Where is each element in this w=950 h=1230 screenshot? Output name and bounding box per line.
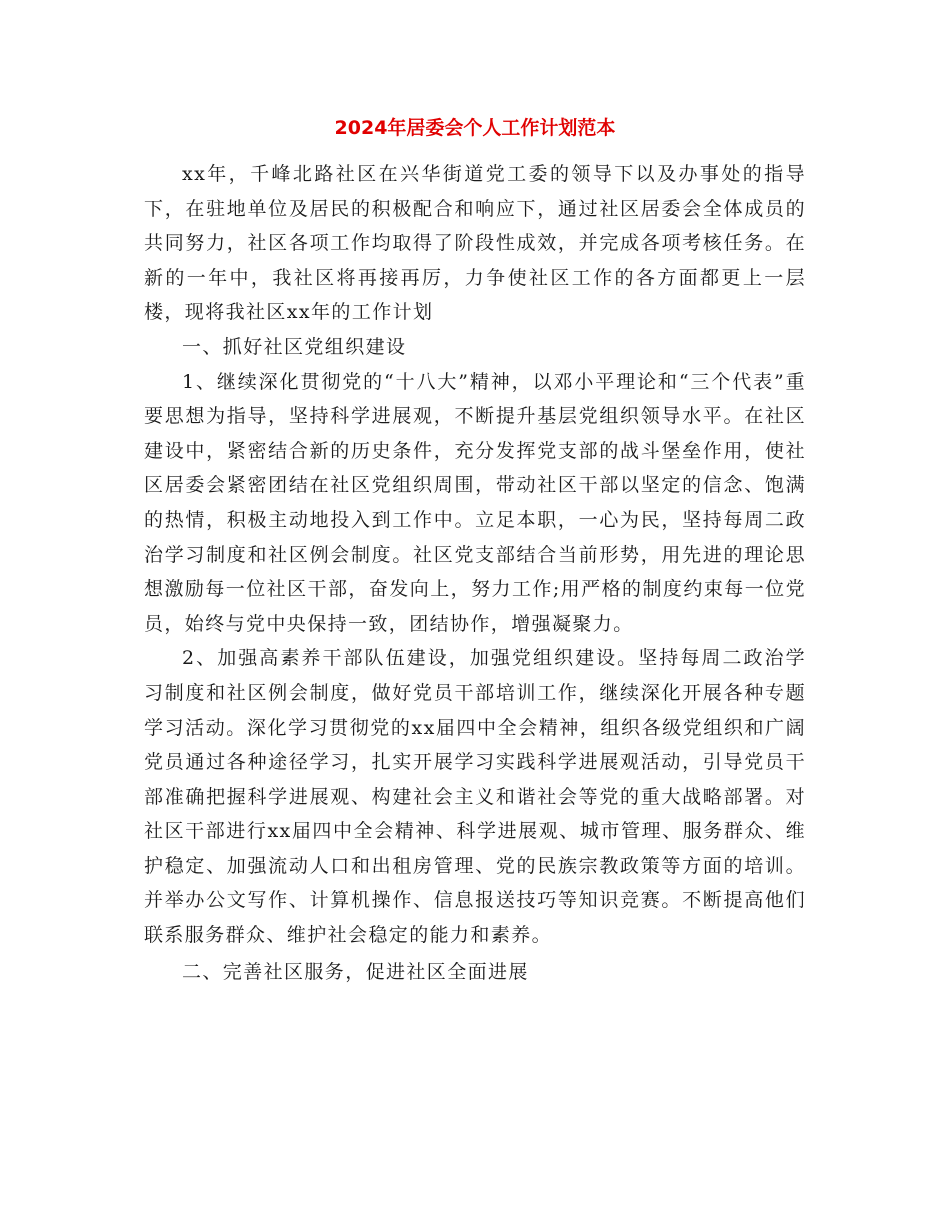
section1-paragraph-2: 2、加强高素养干部队伍建设，加强党组织建设。坚持每周二政治学习制度和社区例会制度，做好党员干部培训工作，继续深化开展各种专题学习活动。深化学习贯彻党的xx届四中全会精神，组织各级党组织和广阔党员通过各种途径学习，扎实开展学习实践科学进展观活动，引导党员干部准确把握科学进展观、构建社会主义和谐社会等党的重大战略部署。对社区干部进行xx届四中全会精神、科学进展观、城市管理、服务群众、维护稳定、加强流动人口和出租房管理、党的民族宗教政策等方面的培训。并举办公文写作、计算机操作、信息报送技巧等知识竞赛。不断提高他们联系服务群众、维护社会稳定的能力和素养。: [144, 647, 806, 947]
section1-paragraph-1: 1、继续深化贯彻党的“十八大”精神，以邓小平理论和“三个代表”重要思想为指导，坚持科学进展观，不断提升基层党组织领导水平。在社区建设中，紧密结合新的历史条件，充分发挥党支部的战斗堡垒作用，使社区居委会紧密团结在社区党组织周围，带动社区干部以坚定的信念、饱满的热情，积极主动地投入到工作中。立足本职，一心为民，坚持每周二政治学习制度和社区例会制度。社区党支部结合当前形势，用先进的理论思想激励每一位社区干部，奋发向上，努力工作;用严格的制度约束每一位党员，始终与党中央保持一致，团结协作，增强凝聚力。: [144, 370, 806, 635]
intro-paragraph: xx年，千峰北路社区在兴华街道党工委的领导下以及办事处的指导下，在驻地单位及居民的积极配合和响应下，通过社区居委会全体成员的共同努力，社区各项工作均取得了阶段性成效，并完成各项考核任务。在新的一年中，我社区将再接再厉，力争使社区工作的各方面都更上一层楼，现将我社区xx年的工作计划: [144, 163, 806, 324]
section-heading-1: 一、抓好社区党组织建设: [182, 335, 407, 358]
document-title: 2024年居委会个人工作计划范本: [334, 117, 616, 139]
document-body: [144, 157, 806, 989]
section-heading-2: 二、完善社区服务，促进社区全面进展: [182, 960, 529, 983]
